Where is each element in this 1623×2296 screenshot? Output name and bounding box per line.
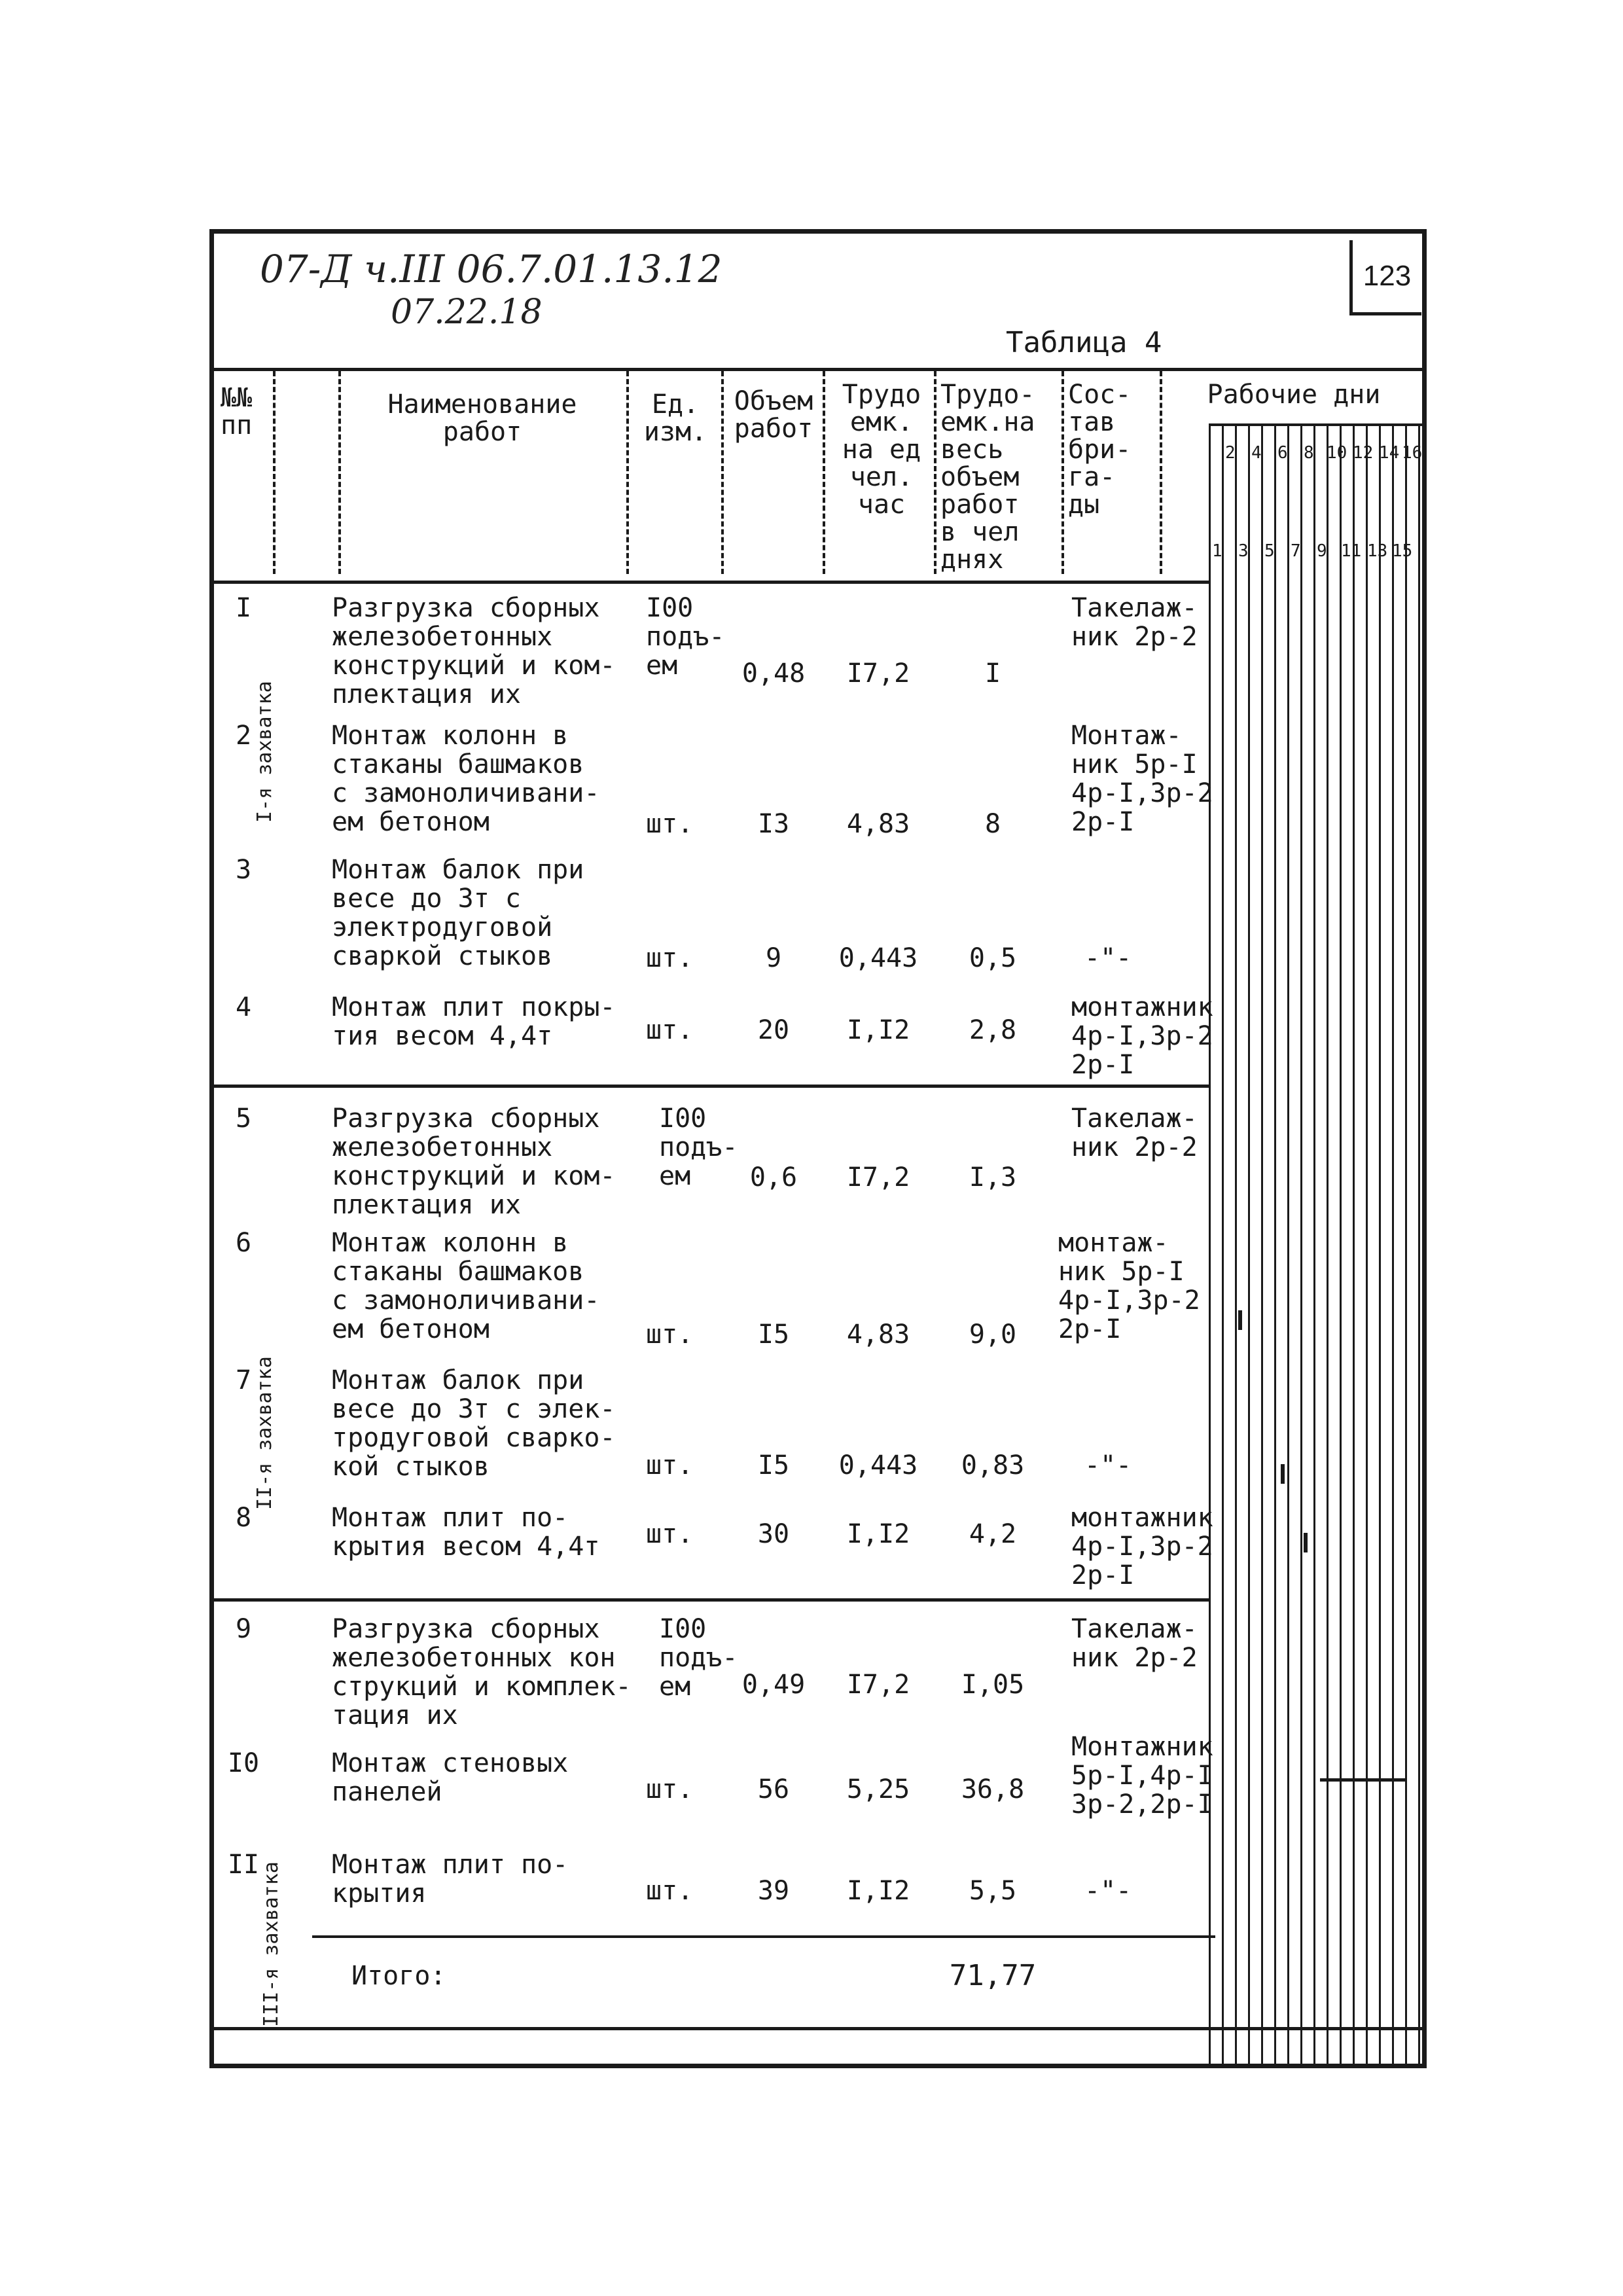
day-tick: 16 <box>1402 443 1423 463</box>
row-crew: Монтажник 5р-I,4р-I 3р-2,2р-I <box>1071 1732 1213 1820</box>
row-labor-unit: 4,83 <box>846 809 910 839</box>
row-labor-total: 0,83 <box>961 1450 1025 1480</box>
row-crew: -"- <box>1084 1450 1132 1480</box>
row-unit: шт. <box>646 1450 694 1480</box>
row-unit: I00 подъ- ем <box>646 593 725 681</box>
row-num: 9 <box>235 1614 252 1644</box>
row-crew: Такелаж- ник 2р-2 <box>1071 593 1198 652</box>
row-labor-unit: I7,2 <box>846 1162 910 1193</box>
day-tick: 3 <box>1238 541 1249 561</box>
row-labor-total: I,3 <box>969 1162 1017 1193</box>
section-label: III-я захватка <box>260 1861 283 2027</box>
col-sep <box>1160 371 1165 574</box>
row-crew: монтажник 4р-I,3р-2 2р-I <box>1071 992 1213 1080</box>
day-tick: 11 <box>1341 541 1362 561</box>
col-sep <box>626 371 632 574</box>
row-unit: шт. <box>646 1876 694 1906</box>
page-number: 123 <box>1349 240 1421 315</box>
row-num: 6 <box>235 1228 252 1258</box>
col-sep <box>823 371 828 574</box>
schedule-bar <box>1238 1310 1242 1330</box>
row-num: I0 <box>227 1748 260 1778</box>
day-tick: 6 <box>1277 443 1288 463</box>
header-labor-unit: Трудо емк. на ед чел. час <box>842 380 921 520</box>
total-rule <box>312 1935 1215 1938</box>
day-tick: 9 <box>1317 541 1327 561</box>
row-crew: монтажник 4р-I,3р-2 2р-I <box>1071 1503 1213 1590</box>
row-volume: 9 <box>765 943 782 973</box>
row-labor-unit: 5,25 <box>846 1774 910 1804</box>
day-tick: 10 <box>1327 443 1347 463</box>
col-sep <box>1061 371 1067 574</box>
row-volume: 30 <box>757 1519 790 1549</box>
row-unit: I00 подъ- ем <box>659 1103 738 1191</box>
row-unit: I00 подъ- ем <box>659 1614 738 1702</box>
row-unit: шт. <box>646 809 694 839</box>
row-labor-total: 8 <box>984 809 1001 839</box>
header-name: Наименование работ <box>387 389 577 447</box>
row-unit: шт. <box>646 1774 694 1804</box>
col-sep <box>338 371 344 574</box>
row-name: Монтаж плит по- крытия весом 4,4т <box>332 1503 600 1562</box>
schedule-bar <box>1320 1778 1405 1782</box>
row-unit: шт. <box>646 943 694 973</box>
row-name: Монтаж плит покры- тия весом 4,4т <box>332 992 616 1051</box>
row-name: Монтаж колонн в стаканы башмаков с замоноличивани- ем бетоном <box>332 1228 600 1344</box>
row-num: II <box>227 1850 260 1880</box>
row-name: Монтаж колонн в стаканы башмаков с замоноличивани- ем бетоном <box>332 721 600 837</box>
row-volume: I3 <box>757 809 790 839</box>
col-sep <box>721 371 726 574</box>
row-crew: монтаж- ник 5р-I 4р-I,3р-2 2р-I <box>1058 1228 1200 1344</box>
document-frame <box>209 229 1427 2068</box>
row-num: I <box>235 593 252 623</box>
days-grid <box>1209 423 1422 2066</box>
row-volume: 0,49 <box>741 1670 806 1700</box>
row-unit: шт. <box>646 1519 694 1549</box>
row-crew: -"- <box>1084 943 1132 973</box>
row-labor-total: 5,5 <box>969 1876 1017 1906</box>
row-labor-total: 4,2 <box>969 1519 1017 1549</box>
day-tick: 14 <box>1379 443 1400 463</box>
row-labor-unit: I,I2 <box>846 1876 910 1906</box>
row-num: 3 <box>235 855 252 885</box>
row-labor-unit: 0,443 <box>838 943 918 973</box>
day-tick: 12 <box>1353 443 1374 463</box>
header-num: №№ пп <box>221 383 253 440</box>
row-labor-unit: 0,443 <box>838 1450 918 1480</box>
header-crew: Сос- тав бри- га- ды <box>1068 380 1132 520</box>
row-unit: шт. <box>646 1015 694 1045</box>
row-volume: I5 <box>757 1319 790 1350</box>
row-name: Монтаж стеновых панелей <box>332 1748 569 1807</box>
footer-rule <box>214 2027 1422 2030</box>
header-top-rule <box>214 368 1422 371</box>
section-label: II-я захватка <box>253 1356 276 1510</box>
total-value: 71,77 <box>949 1959 1037 1992</box>
row-num: 7 <box>235 1365 252 1395</box>
handwritten-code-line2: 07.22.18 <box>391 293 543 332</box>
section-rule <box>214 1598 1209 1602</box>
row-labor-unit: 4,83 <box>846 1319 910 1350</box>
row-num: 5 <box>235 1103 252 1134</box>
row-labor-unit: I,I2 <box>846 1519 910 1549</box>
row-volume: 0,48 <box>741 658 806 689</box>
row-volume: 20 <box>757 1015 790 1045</box>
row-crew: Такелаж- ник 2р-2 <box>1071 1103 1198 1162</box>
day-tick: 13 <box>1367 541 1388 561</box>
row-crew: -"- <box>1084 1876 1132 1906</box>
row-labor-total: 36,8 <box>961 1774 1025 1804</box>
col-sep <box>934 371 939 574</box>
row-name: Разгрузка сборных железобетонных кон струкций и комплек- тация их <box>332 1614 632 1731</box>
day-tick: 4 <box>1251 443 1262 463</box>
total-label: Итого: <box>351 1961 446 1991</box>
row-labor-unit: I7,2 <box>846 1670 910 1700</box>
table-title: Таблица 4 <box>1006 326 1162 359</box>
schedule-bar <box>1304 1533 1308 1552</box>
row-num: 4 <box>235 992 252 1022</box>
row-name: Монтаж балок при весе до 3т с элек- тродуговой сварко- кой стыков <box>332 1365 616 1482</box>
row-name: Монтаж плит по- крытия <box>332 1850 569 1909</box>
row-labor-total: 9,0 <box>969 1319 1017 1350</box>
handwritten-code-line1: 07-Д ч.III 06.7.01.13.12 <box>260 247 722 291</box>
days-header-rule <box>1209 423 1422 426</box>
day-tick: 15 <box>1392 541 1413 561</box>
row-labor-total: I,05 <box>961 1670 1025 1700</box>
section-rule <box>214 1085 1209 1088</box>
row-volume: 39 <box>757 1876 790 1906</box>
day-tick: 2 <box>1225 443 1236 463</box>
row-labor-unit: I7,2 <box>846 658 910 689</box>
col-sep <box>273 371 278 574</box>
header-labor-total: Трудо- емк.на весь объем работ в чел днях <box>940 380 1035 575</box>
header-unit: Ед. изм. <box>643 389 707 447</box>
row-labor-total: 2,8 <box>969 1015 1017 1045</box>
row-crew: Монтаж- ник 5р-I 4р-I,3р-2 2р-I <box>1071 721 1213 837</box>
day-tick: 7 <box>1291 541 1301 561</box>
header-volume: Объем работ <box>734 386 813 444</box>
day-tick: 1 <box>1212 541 1222 561</box>
row-name: Монтаж балок при весе до 3т с электродуговой сваркой стыков <box>332 855 584 971</box>
row-unit: шт. <box>646 1319 694 1350</box>
row-name: Разгрузка сборных железобетонных конструкций и ком- плектация их <box>332 1103 616 1220</box>
day-tick: 8 <box>1304 443 1314 463</box>
row-volume: 56 <box>757 1774 790 1804</box>
row-labor-total: 0,5 <box>969 943 1017 973</box>
section-label: I-я захватка <box>253 681 276 823</box>
row-volume: I5 <box>757 1450 790 1480</box>
row-crew: Такелаж- ник 2р-2 <box>1071 1614 1198 1673</box>
row-name: Разгрузка сборных железобетонных конструкций и ком- плектация их <box>332 593 616 709</box>
row-labor-total: I <box>984 658 1001 689</box>
day-tick: 5 <box>1264 541 1275 561</box>
schedule-bar <box>1281 1464 1285 1484</box>
row-num: 8 <box>235 1503 252 1533</box>
header-working-days: Рабочие дни <box>1207 380 1381 410</box>
row-num: 2 <box>235 721 252 751</box>
header-bottom-rule <box>214 581 1209 584</box>
row-labor-unit: I,I2 <box>846 1015 910 1045</box>
row-volume: 0,6 <box>749 1162 798 1193</box>
